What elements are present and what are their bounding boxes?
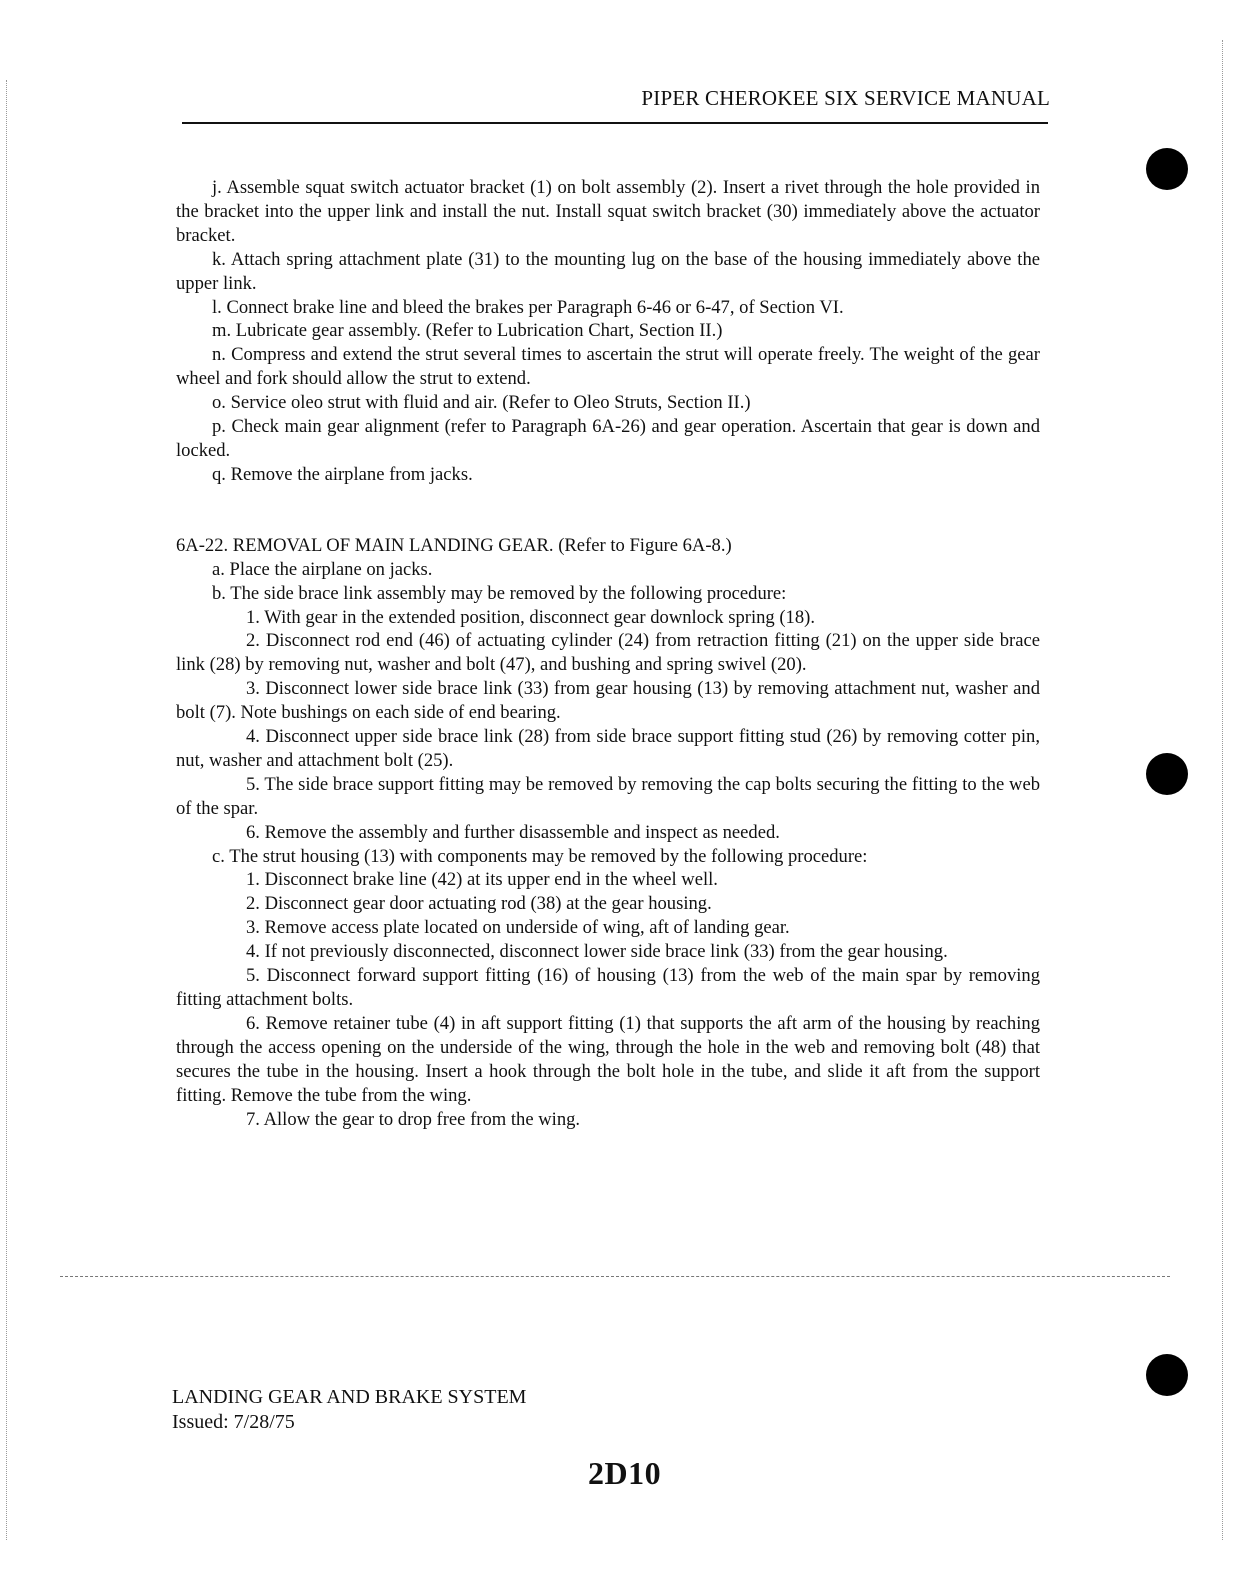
header-title: PIPER CHEROKEE SIX SERVICE MANUAL [641,86,1050,110]
step-b-2: 2. Disconnect rod end (46) of actuating cylinder (24) from retraction fitting (21) on the upper side brace link (28) by removing nut, washer and bolt (47), and bushing and spring swivel (20). [176,630,1040,676]
footer-chapter-title: LANDING GEAR AND BRAKE SYSTEM [172,1386,527,1408]
page-number: 2D10 [588,1455,662,1491]
step-c-3: 3. Remove access plate located on underside of wing, aft of landing gear. [246,917,790,939]
scan-edge-right [1222,40,1223,1540]
step-k: k. Attach spring attachment plate (31) to the mounting lug on the base of the housing immediately above the upper link. [176,248,1040,294]
step-c-5: 5. Disconnect forward support fitting (16) of housing (13) from the web of the main spar by removing fitting attachment bolts. [176,965,1040,1010]
step-b-1: 1. With gear in the extended position, disconnect gear downlock spring (18). [246,606,815,628]
step-l: l. Connect brake line and bleed the brakes per Paragraph 6-46 or 6-47, of Section VI. [212,296,844,318]
step-o: o. Service oleo strut with fluid and air. (Refer to Oleo Struts, Section II.) [212,392,751,414]
scan-artifact-line [60,1276,1170,1277]
step-c-1: 1. Disconnect brake line (42) at its upper end in the wheel well. [246,869,718,891]
step-b-6: 6. Remove the assembly and further disassemble and inspect as needed. [246,821,780,843]
step-n: n. Compress and extend the strut several times to ascertain the strut will operate freely. The weight of the gear wheel and fork should allow the strut to extend. [176,344,1040,390]
hole-punch-bottom [1146,1354,1188,1396]
body-text [176,176,1040,1131]
footer-chapter [172,1385,526,1435]
step-j: j. Assemble squat switch actuator bracket (1) on bolt assembly (2). Insert a rivet through the hole provided in the bracket into the upper link and install the nut. Install squat switch bracket (30) immediately above the actuator bracket. [176,177,1040,246]
step-c-4: 4. If not previously disconnected, disconnect lower side brace link (33) from the gear housing. [246,941,948,963]
section-heading: 6A-22. REMOVAL OF MAIN LANDING GEAR. (Refer to Figure 6A-8.) [176,534,732,556]
step-p: p. Check main gear alignment (refer to Paragraph 6A-26) and gear operation. Ascertain that gear is down and locked. [176,416,1040,461]
hole-punch-top [1146,148,1188,190]
step-c: c. The strut housing (13) with components may be removed by the following procedure: [212,845,868,867]
hole-punch-middle [1146,753,1188,795]
scan-edge-left [6,80,7,1540]
step-c-7: 7. Allow the gear to drop free from the wing. [246,1108,581,1130]
header-rule [182,122,1048,124]
step-b: b. The side brace link assembly may be removed by the following procedure: [212,582,787,604]
step-b-5: 5. The side brace support fitting may be removed by removing the cap bolts securing the fitting to the web of the spar. [176,773,1040,819]
footer-issued-date: Issued: 7/28/75 [172,1411,295,1433]
step-c-6: 6. Remove retainer tube (4) in aft support fitting (1) that supports the aft arm of the housing by reaching through the access opening on the underside of the wing, through the hole in the web and removing bolt (48) that secures the tube in the housing. Insert a hook through the bolt hole in the tube, and slide it aft from the support fitting. Remove the tube from the wing. [176,1012,1040,1106]
step-b-3: 3. Disconnect lower side brace link (33) from gear housing (13) by removing attachment nut, washer and bolt (7). Note bushings on each side of end bearing. [176,678,1040,724]
step-c-2: 2. Disconnect gear door actuating rod (38) at the gear housing. [246,893,712,915]
step-m: m. Lubricate gear assembly. (Refer to Lubrication Chart, Section II.) [212,320,723,342]
step-b-4: 4. Disconnect upper side brace link (28) from side brace support fitting stud (26) by removing cotter pin, nut, washer and attachment bolt (25). [176,726,1040,771]
step-a: a. Place the airplane on jacks. [212,558,433,580]
step-q: q. Remove the airplane from jacks. [212,463,473,485]
